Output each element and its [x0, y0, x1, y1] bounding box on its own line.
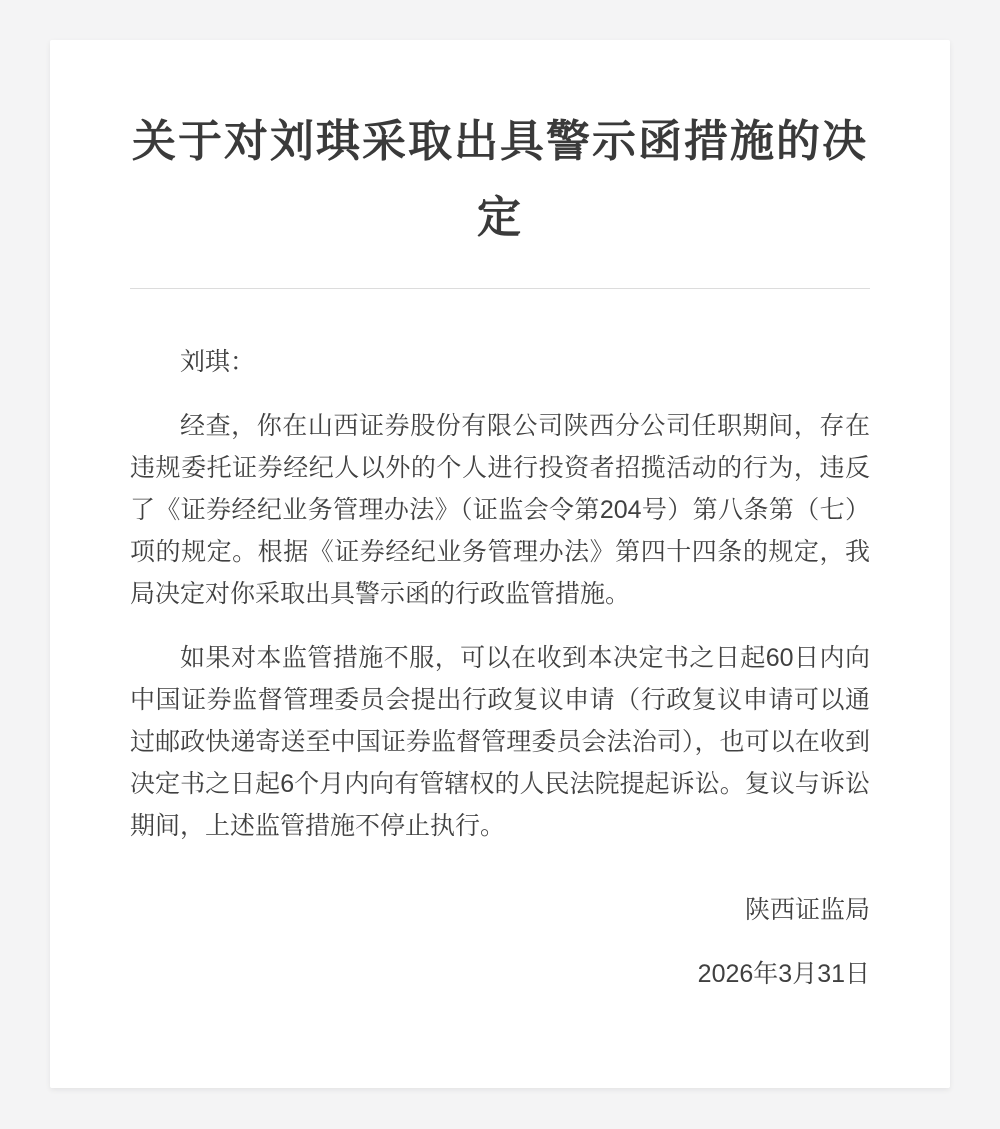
document-title: 关于对刘琪采取出具警示函措施的决定	[132, 117, 868, 242]
title-divider	[130, 288, 870, 289]
paragraph-findings: 经查，你在山西证券股份有限公司陕西分公司任职期间，存在违规委托证券经纪人以外的个人进行投资者招揽活动的行为，违反了《证券经纪业务管理办法》（证监会令第204号）第八条第（七）项的规定。根据《证券经纪业务管理办法》第四十四条的规定，我局决定对你采取出具警示函的行政监管措施。	[130, 412, 870, 608]
issue-date: 2026年3月31日	[697, 960, 870, 988]
issuer-signature: 陕西证监局	[744, 896, 870, 924]
paragraph-appeal-rights: 如果对本监管措施不服，可以在收到本决定书之日起60日内向中国证券监督管理委员会提出行政复议申请（行政复议申请可以通过邮政快递寄送至中国证券监督管理委员会法治司），也可以在收到决定书之日起6个月内向有管辖权的人民法院提起诉讼。复议与诉讼期间，上述监管措施不停止执行。	[130, 644, 870, 840]
salutation: 刘琪：	[180, 348, 256, 376]
document-card	[50, 40, 950, 1088]
